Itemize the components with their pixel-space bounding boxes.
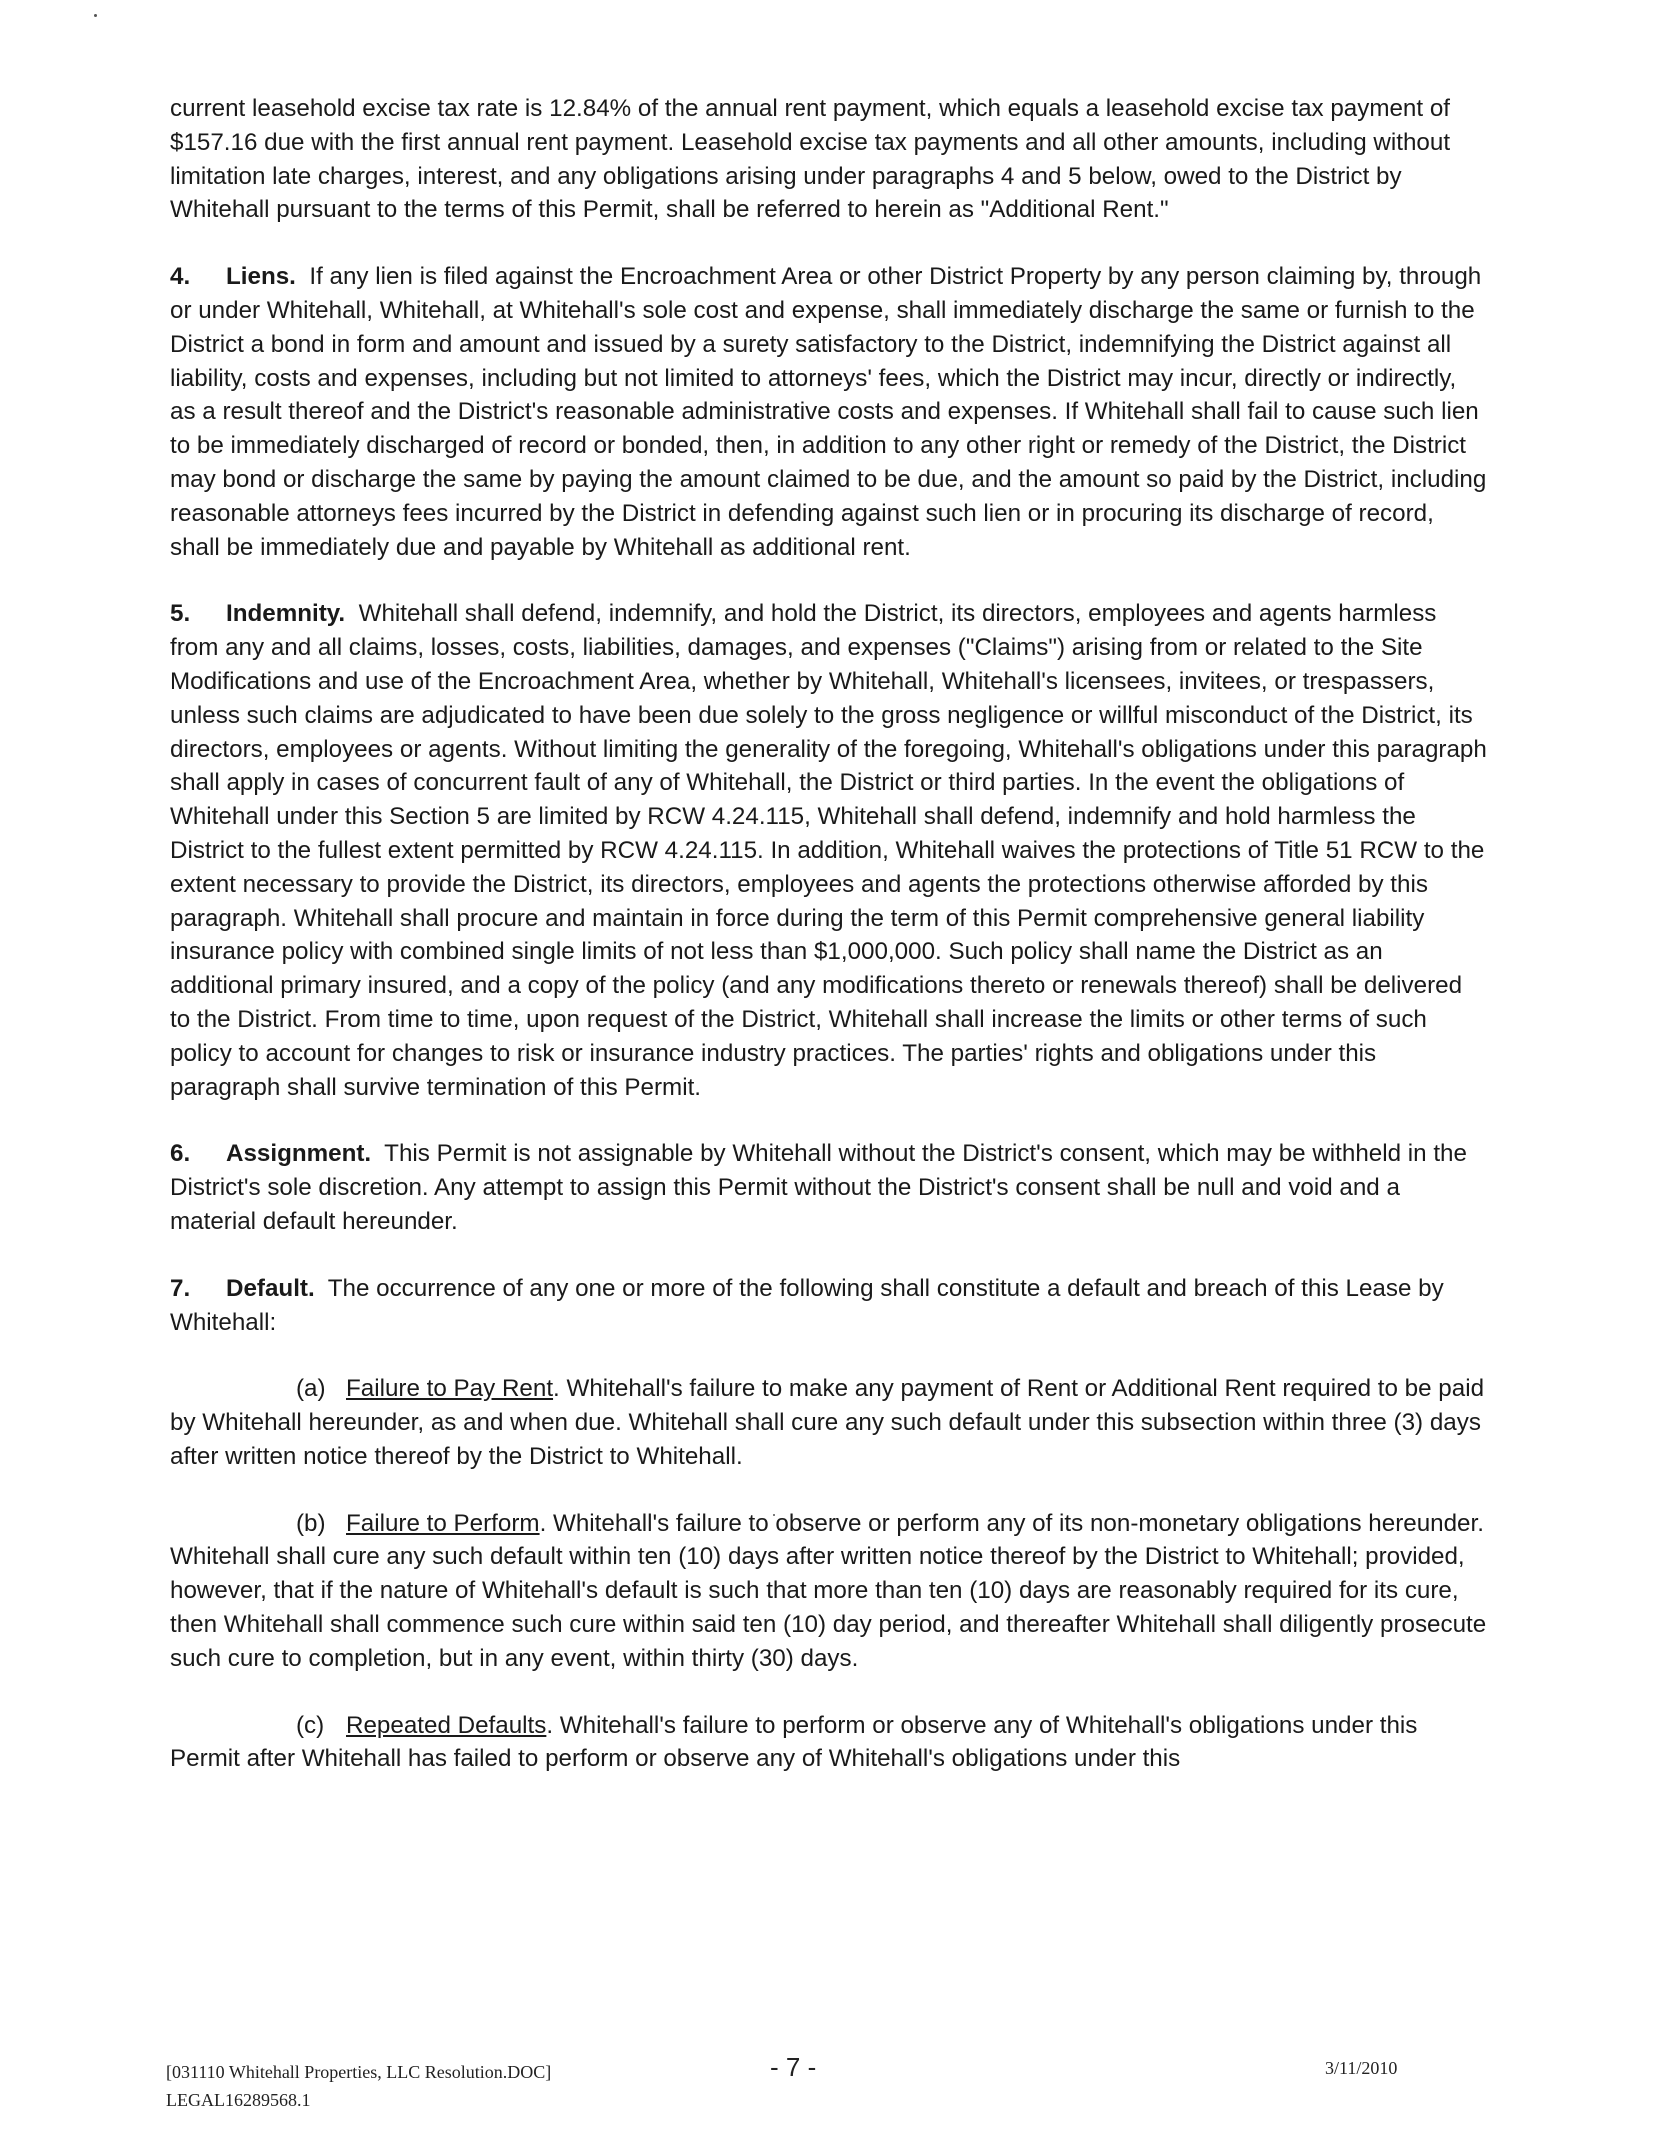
subsection-letter: (c) [296,1711,325,1739]
section-number: 4. [170,263,191,291]
page-number: - 7 - [770,2052,817,2082]
section-number: 7. [170,1274,191,1302]
subsection-failure-to-perform [170,1507,1488,1676]
footer-legal-id: LEGAL16289568.1 [166,2090,311,2110]
subsection-text: . Whitehall's failure to observe or perform any of its non-monetary obligations hereunder. Whitehall shall cure any such default within ten (10) days after written notice thereof by the District to Whitehall; provided, however, that if the nature of Whitehall's default is such that more than ten (10) days are reasonably required for its cure, then Whitehall shall commence such cure within said ten (10) day period, and thereafter Whitehall shall diligently prosecute such cure to completion, but in any event, within thirty (30) days. [170,1509,1487,1672]
section-text: If any lien is filed against the Encroachment Area or other District Property by any person claiming by, through or under Whitehall, Whitehall, at Whitehall's sole cost and expense, shall immediately discharge the same or furnish to the District a bond in form and amount and issued by a surety satisfactory to the District, indemnifying the District against all liability, costs and expenses, including but not limited to attorneys' fees, which the District may incur, directly or indirectly, as a result thereof and the District's reasonable administrative costs and expenses. If Whitehall shall fail to cause such lien to be immediately discharged of record or bonded, then, in addition to any other right or remedy of the District, the District may bond or discharge the same by paying the amount claimed to be due, and the amount so paid by the District, including reasonable attorneys fees incurred by the District in defending against such lien or in procuring its discharge of record, shall be immediately due and payable by Whitehall as additional rent. [170,263,1487,561]
subsection-letter: (b) [296,1509,326,1537]
section-indemnity [170,597,1488,1104]
subsection-text: . Whitehall's failure to make any payment of Rent or Additional Rent required to be paid by Whitehall hereunder, as and when due. Whitehall shall cure any such default under this subsection within three (3) days after written notice thereof by the District to Whitehall. [170,1375,1485,1470]
section-number: 5. [170,600,191,628]
section-heading: Assignment. [226,1140,372,1168]
section-default [170,1272,1488,1340]
section-number: 6. [170,1140,191,1168]
subsection-heading: Repeated Defaults [346,1711,547,1739]
section-text: The occurrence of any one or more of the following shall constitute a default and breach of this Lease by Whitehall: [170,1274,1444,1336]
section-heading: Liens. [226,263,296,291]
section-text: This Permit is not assignable by Whitehall without the District's consent, which may be withheld in the District's sole discretion. Any attempt to assign this Permit without the District's consent shall be null and void and a material default hereunder. [170,1140,1467,1235]
paragraph-3-continued: current leasehold excise tax rate is 12.84% of the annual rent payment, which equals a leasehold excise tax payment of $157.16 due with the first annual rent payment. Leasehold excise tax payments and all other amounts, including without limitation late charges, interest, and any obligations arising under paragraphs 4 and 5 below, owed to the District by Whitehall pursuant to the terms of this Permit, shall be referred to herein as "Additional Rent." [170,95,1451,224]
section-liens [170,260,1488,564]
subsection-repeated-defaults [170,1709,1488,1777]
subsection-letter: (a) [296,1375,326,1403]
subsection-text: . Whitehall's failure to perform or observe any of Whitehall's obligations under this Permit after Whitehall has failed to perform or observe any of Whitehall's obligations under this [170,1711,1418,1773]
scan-speck [94,14,97,17]
document-body [170,92,1488,1809]
section-heading: Indemnity. [226,600,346,628]
section-assignment [170,1137,1488,1238]
subsection-heading: Failure to Pay Rent [346,1375,554,1403]
subsection-failure-to-pay-rent [170,1372,1488,1473]
footer-document-reference [166,2058,551,2114]
footer-doc-ref: [031110 Whitehall Properties, LLC Resolution.DOC] [166,2062,552,2082]
subsection-heading: Failure to Perform [346,1509,540,1537]
section-heading: Default. [226,1274,315,1302]
section-text: Whitehall shall defend, indemnify, and hold the District, its directors, employees and agents harmless from any and all claims, losses, costs, liabilities, damages, and expenses ("Claims") arising from or related to the Site Modifications and use of the Encroachment Area, whether by Whitehall, Whitehall's licensees, invitees, or trespassers, unless such claims are adjudicated to have been due solely to the gross negligence or willful misconduct of the District, its directors, employees or agents. Without limiting the generality of the foregoing, Whitehall's obligations under this paragraph shall apply in cases of concurrent fault of any of Whitehall, the District or third parties. In the event the obligations of Whitehall under this Section 5 are limited by RCW 4.24.115, Whitehall shall defend, indemnify and hold harmless the District to the fullest extent permitted by RCW 4.24.115. In addition, Whitehall waives the protections of Title 51 RCW to the extent necessary to provide the District, its directors, employees and agents the protections otherwise afforded by this paragraph. Whitehall shall procure and maintain in force during the term of this Permit comprehensive general liability insurance policy with combined single limits of not less than $1,000,000. Such policy shall name the District as an additional primary insured, and a copy of the policy (and any modifications thereto or renewals thereof) shall be delivered to the District. From time to time, upon request of the District, Whitehall shall increase the limits or other terms of such policy to account for changes to risk or insurance industry practices. The parties' rights and obligations under this paragraph shall survive termination of this Permit. [170,600,1487,1101]
footer-date: 3/11/2010 [1325,2058,1398,2078]
